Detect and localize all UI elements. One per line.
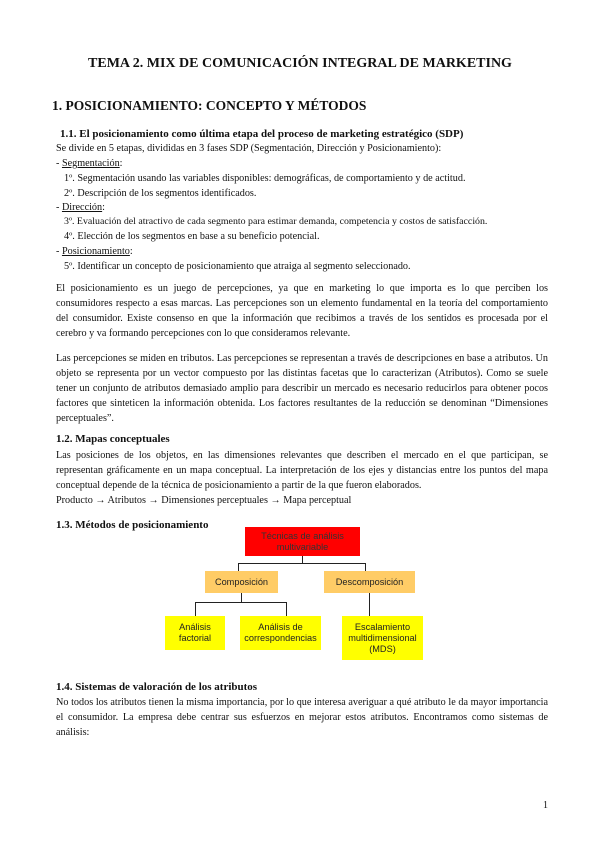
connector: [286, 602, 287, 616]
paragraph-attribute-valuation: No todos los atributos tienen la misma importancia, por lo que interesa averiguar a qué atributo le da mayor importancia el consumidor. La empresa debe centrar sus esfuerzos en mejorar estos atributos. Encontramos como sistemas de análisis:: [56, 697, 548, 738]
paragraph-perceptions-2: Las percepciones se miden en tributos. Las percepciones se representan a través de descripciones en base a atributos. Un objeto se representa por un vector compuesto por las distintas facetas que lo caracterizan (Atributos). Como se suele tener un conjunto de atributos demasiado amplio para describir un mercado es necesario reducirlos para obtener pocos factores que sinteticen la información obtenida. Los factores resultantes de la reducción se denominan “Dimensiones perceptuales”.: [56, 353, 548, 424]
connector: [238, 563, 239, 571]
step-2: 2º. Descripción de los segmentos identificados.: [64, 188, 257, 199]
diagram-mds-node: Escalamiento multidimensional (MDS): [342, 616, 423, 660]
subsection-heading-1-4: 1.4. Sistemas de valoración de los atributos: [56, 681, 258, 693]
step-4: 4º. Elección de los segmentos en base a su beneficio potencial.: [64, 231, 320, 242]
diagram-factorial-analysis-node: Análisis factorial: [165, 616, 225, 650]
section-heading-1: 1. POSICIONAMIENTO: CONCEPTO Y MÉTODOS: [52, 98, 367, 113]
diagram-composition-node: Composición: [205, 571, 278, 593]
step-5: 5º. Identificar un concepto de posicionamiento que atraiga al segmento seleccionado.: [64, 261, 411, 272]
connector: [369, 593, 370, 616]
connector: [195, 602, 287, 603]
connector: [238, 563, 366, 564]
page-title: TEMA 2. MIX DE COMUNICACIÓN INTEGRAL DE MARKETING: [88, 56, 512, 71]
step-1: 1º. Segmentación usando las variables disponibles: demográficas, de comportamiento y de actitud.: [64, 173, 466, 184]
subsection-heading-1-2: 1.2. Mapas conceptuales: [56, 433, 170, 445]
diagram-correspondence-analysis-node: Análisis de correspondencias: [240, 616, 321, 650]
diagram-decomposition-node: Descomposición: [324, 571, 415, 593]
connector: [365, 563, 366, 571]
subsection-heading-1-1: 1.1. El posicionamiento como última etapa del proceso de marketing estratégico (SDP): [60, 128, 464, 140]
connector: [195, 602, 196, 616]
subsection-heading-1-3: 1.3. Métodos de posicionamiento: [56, 519, 209, 531]
page-number: 1: [543, 800, 548, 811]
flow-line: Producto → Atributos → Dimensiones perceptuales → Mapa perceptual: [56, 495, 352, 506]
diagram-root-node: Técnicas de análisis multivariable: [245, 527, 360, 556]
paragraph-perceptions-1: El posicionamiento es un juego de percepciones, ya que en marketing lo que importa es lo que perciben los consumidores respecto a esas marcas. Las percepciones son un elemento fundamental en la teoría del comportamiento del consumidor. Existe consenso en que la información que recibimos a través de los sentidos es procesada por el cerebro y va formando percepciones con lo que consideramos relevante.: [56, 283, 548, 339]
paragraph-concept-maps: Las posiciones de los objetos, en las dimensiones relevantes que describen el mercado en el que participan, se representan gráficamente en un mapa conceptual. La interpretación de los ejes y distancias entre los puntos del mapa conceptual depende de la técnica de posicionamiento a partir de la que fueron elaborados.: [56, 450, 548, 491]
positioning-label: - Posicionamiento:: [56, 246, 133, 257]
direction-label: - Dirección:: [56, 202, 105, 213]
sdp-intro: Se divide en 5 etapas, divididas en 3 fases SDP (Segmentación, Dirección y Posicionamiento):: [56, 143, 442, 154]
step-3: 3º. Evaluación del atractivo de cada segmento para estimar demanda, competencia y costos de satisfacción.: [64, 216, 488, 227]
segmentation-label: - Segmentación:: [56, 158, 123, 169]
